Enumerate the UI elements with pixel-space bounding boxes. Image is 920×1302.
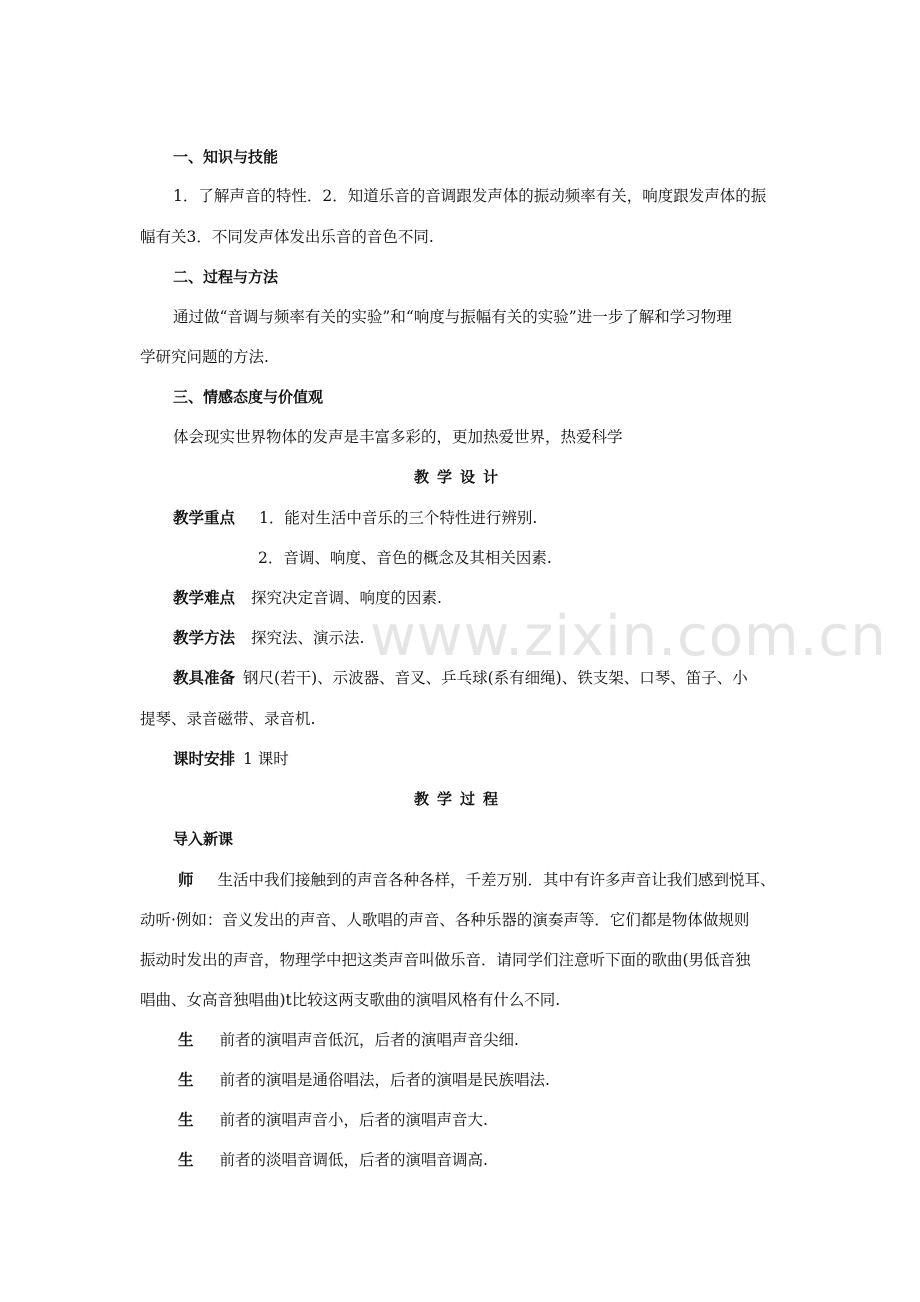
schedule-label: 课时安排 bbox=[173, 750, 236, 768]
section2-line1: 通过做“音调与频率有关的实验”和“响度与振幅有关的实验”进一步了解和学习物理 bbox=[173, 308, 732, 326]
teacher-label: 师 bbox=[178, 871, 194, 889]
student-label: 生 bbox=[178, 1071, 194, 1089]
student-response-row bbox=[178, 1110, 488, 1130]
process-title: 教学过程 bbox=[413, 790, 506, 808]
teacher-line3: 振动时发出的声音，物理学中把这类声音叫做乐音．请同学们注意听下面的歌曲(男低音独 bbox=[140, 951, 751, 969]
student-response: 前者的演唱声音低沉，后者的演唱声音尖细. bbox=[219, 1031, 519, 1049]
key-points-item2: 2．音调、响度、音色的概念及其相关因素. bbox=[258, 549, 552, 567]
student-response: 前者的演唱声音小，后者的演唱声音大. bbox=[219, 1111, 488, 1129]
key-points-label: 教学重点 bbox=[173, 509, 236, 527]
section3-line1: 体会现实世界物体的发声是丰富多彩的，更加热爱世界，热爱科学 bbox=[173, 428, 623, 446]
student-response-row bbox=[178, 1030, 519, 1050]
teacher-row bbox=[178, 870, 776, 890]
student-label: 生 bbox=[178, 1151, 194, 1169]
difficulty-text: 探究决定音调、响度的因素. bbox=[251, 589, 442, 607]
teacher-line1: 生活中我们接触到的声音各种各样，千差万别．其中有许多声音让我们感到悦耳、 bbox=[217, 871, 776, 889]
design-title: 教学设计 bbox=[413, 468, 506, 486]
schedule-text: 1 课时 bbox=[243, 750, 289, 768]
method-text: 探究法、演示法. bbox=[251, 629, 365, 647]
student-label: 生 bbox=[178, 1031, 194, 1049]
schedule-row bbox=[173, 749, 289, 769]
student-response-row bbox=[178, 1150, 488, 1170]
method-row bbox=[173, 628, 364, 648]
student-response: 前者的淡唱音调低，后者的演唱音调高. bbox=[219, 1151, 488, 1169]
section1-line2: 幅有关3．不同发声体发出乐音的音色不同. bbox=[140, 228, 434, 246]
teacher-line2: 动听·例如：音义发出的声音、人歌唱的声音、各种乐器的演奏声等．它们都是物体做规则 bbox=[140, 911, 750, 929]
intro-heading: 导入新课 bbox=[173, 830, 234, 848]
section2-line2: 学研究问题的方法. bbox=[140, 348, 269, 366]
section2-heading: 二、过程与方法 bbox=[173, 268, 279, 286]
difficulty-label: 教学难点 bbox=[173, 589, 236, 607]
difficulty-row bbox=[173, 588, 442, 608]
tools-line1: 钢尺(若干)、示波器、音叉、乒乓球(系有细绳)、铁支架、口琴、笛子、小 bbox=[243, 669, 748, 687]
teacher-line4: 唱曲、女高音独唱曲)t比较这两支歌曲的演唱风格有什么不同. bbox=[140, 991, 561, 1009]
student-label: 生 bbox=[178, 1111, 194, 1129]
tools-row bbox=[173, 668, 748, 688]
method-label: 教学方法 bbox=[173, 629, 236, 647]
student-response-row bbox=[178, 1070, 550, 1090]
key-points-item1: 1．能对生活中音乐的三个特性进行辨别. bbox=[259, 509, 538, 527]
section1-line1: 1．了解声音的特性．2．知道乐音的音调跟发声体的振动频率有关，响度跟发声体的振 bbox=[173, 187, 767, 205]
key-points-row bbox=[173, 508, 537, 528]
tools-line2: 提琴、录音磁带、录音机. bbox=[140, 710, 316, 728]
section1-heading: 一、知识与技能 bbox=[173, 148, 279, 166]
student-response: 前者的演唱是通俗唱法，后者的演唱是民族唱法. bbox=[219, 1071, 550, 1089]
section3-heading: 三、情感态度与价值观 bbox=[173, 388, 324, 406]
tools-label: 教具准备 bbox=[173, 669, 236, 687]
watermark: www.zixin.com.cn bbox=[370, 604, 887, 669]
